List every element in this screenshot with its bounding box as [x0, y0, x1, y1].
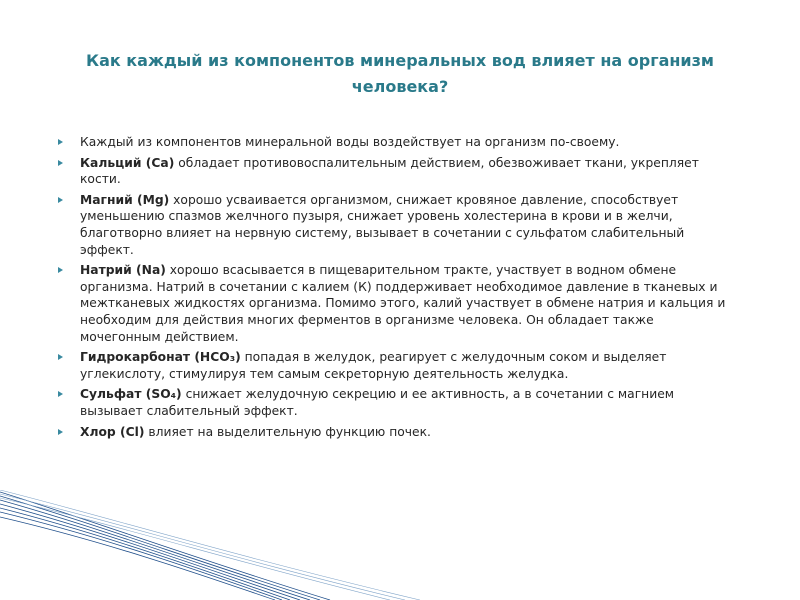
bullet-text: снижает желудочную секрецию и ее активность, а в сочетании с магнием вызывает слабительный эффект. — [80, 387, 675, 418]
bullet-arrow-icon — [58, 267, 63, 273]
bullet-list — [58, 134, 730, 444]
slide-title: Как каждый из компонентов минеральных вод влияет на организм человека? — [85, 51, 715, 96]
bullet-arrow-icon — [58, 391, 63, 397]
bullet-text: попадая в желудок, реагирует с желудочным соком и выделяет углекислоту, стимулируя тем самым секреторную деятельность желудка. — [80, 350, 667, 381]
bullet-text: хорошо всасывается в пищеварительном тракте, участвует в водном обмене организма. Натрий в сочетании с калием (К) поддерживает необходимое давление в тканевых и межтканевых жидкостях организма. Помимо этого, калий участвует в обмене натрия и кальция и необходим для действия многих ферментов в организме человека. Он обладает также мочегонным действием. — [80, 263, 726, 344]
bullet-term: Магний (Mg) — [80, 192, 170, 207]
bullet-text: Каждый из компонентов минеральной воды воздействует на организм по-своему. — [80, 135, 620, 149]
bullet-arrow-icon — [58, 160, 63, 166]
bullet-arrow-icon — [58, 354, 63, 360]
bullet-term: Хлор (Cl) — [80, 424, 145, 439]
decorative-wave-lines — [0, 490, 420, 600]
bullet-item — [58, 262, 730, 345]
bullet-term: Кальций (Ca) — [80, 155, 175, 170]
bullet-text: обладает противовоспалительным действием, обезвоживает ткани, укрепляет кости. — [80, 155, 699, 187]
bullet-item — [58, 134, 730, 151]
bullet-term: Гидрокарбонат (HCO₃) — [80, 350, 241, 365]
bullet-arrow-icon — [58, 139, 63, 145]
bullet-item — [58, 386, 730, 419]
bullet-text: хорошо усваивается организмом, снижает кровяное давление, способствует уменьшению спазмов желчного пузыря, снижает уровень холестерина в крови и в желчи, благотворно влияет на нервную систему, вызывает в сочетании с сульфатом слабительный эффект. — [80, 192, 685, 257]
bullet-term: Сульфат (SO₄) — [80, 387, 182, 402]
bullet-item — [58, 155, 730, 188]
bullet-arrow-icon — [58, 429, 63, 435]
bullet-arrow-icon — [58, 197, 63, 203]
bullet-item — [58, 424, 730, 441]
bullet-term: Натрий (Na) — [80, 263, 166, 278]
bullet-text: влияет на выделительную функцию почек. — [144, 424, 431, 439]
bullet-item — [58, 349, 730, 382]
bullet-item — [58, 192, 730, 258]
